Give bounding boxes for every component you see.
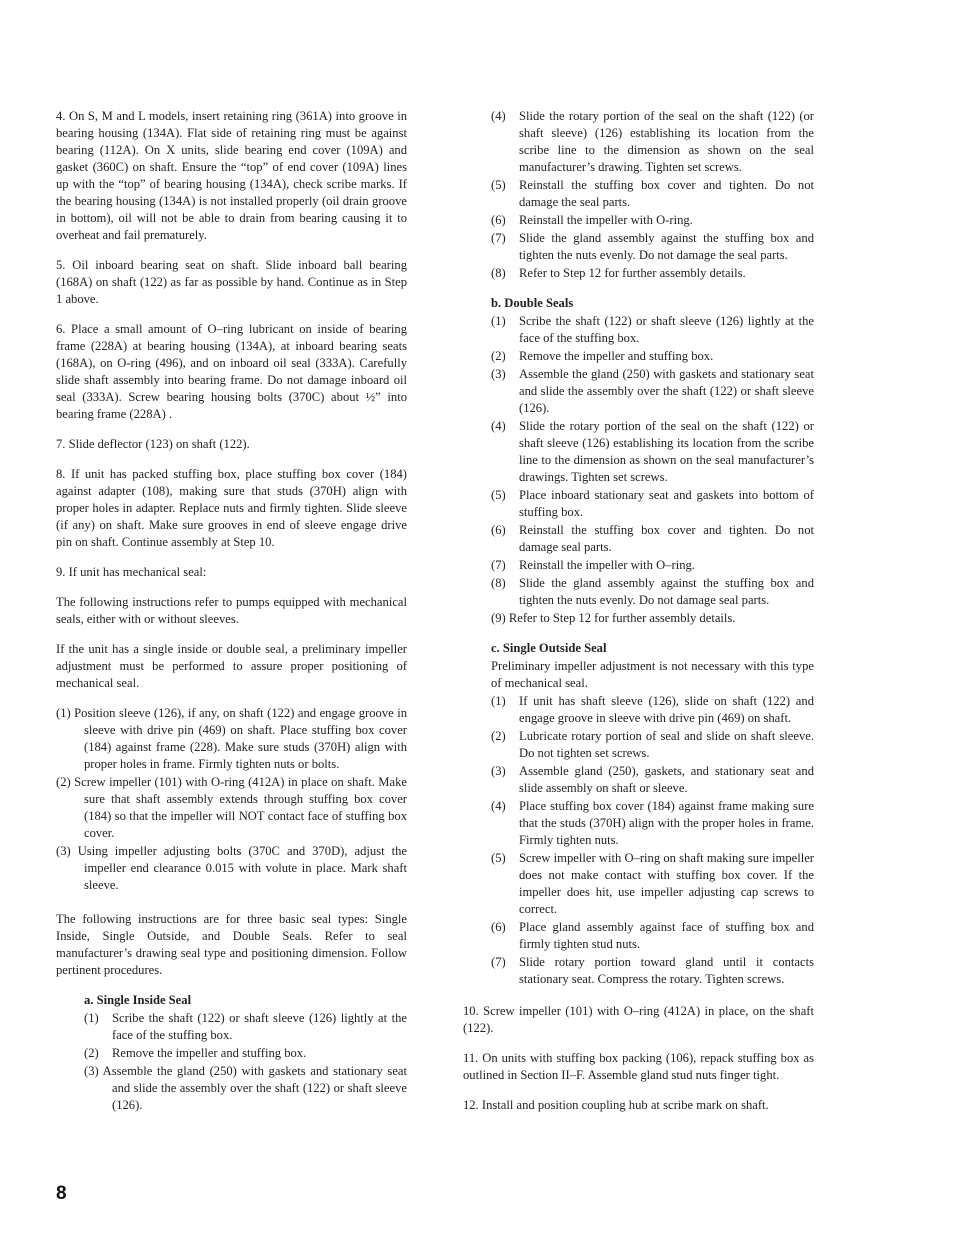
- list-item-text: Place gland assembly against face of stuffing box and firmly tighten stud nuts.: [519, 920, 814, 951]
- list-item-text: Assemble the gland (250) with gaskets and stationary seat and slide the assembly over the shaft (122) or shaft sleeve (126).: [519, 367, 814, 415]
- seal-types-paragraph: The following instructions are for three basic seal types: Single Inside, Single Outside, and Double Seals. Refer to seal manufacturer’s drawing seal type and positioning dimension. Follow pertinent procedures.: [56, 912, 407, 977]
- list-item: [491, 265, 814, 282]
- section-heading: c. Single Outside Seal: [491, 641, 607, 655]
- list-item-text: Refer to Step 12 for further assembly details.: [519, 266, 746, 280]
- double-seals-list: [491, 313, 814, 609]
- list-item-text: Assemble gland (250), gaskets, and stationary seat and slide assembly on shaft or sleeve.: [519, 764, 814, 795]
- list-item: [491, 230, 814, 264]
- prelim-steps-list: [56, 705, 407, 894]
- list-item-text: Slide the rotary portion of the seal on the shaft (122) (or shaft sleeve) (126) establishing its location from the scribe line to the dimension as shown on the seal manufacturer’s drawing. Tighten set screws.: [519, 109, 814, 174]
- list-item-number: (5): [491, 851, 506, 865]
- single-inside-seal-section: [84, 992, 407, 1114]
- list-item: (3) Using impeller adjusting bolts (370C and 370D), adjust the impeller end clearance 0.015 with volute in place. Mark shaft sleeve.: [56, 844, 407, 892]
- list-item: [491, 418, 814, 486]
- list-item-text: Reinstall the stuffing box cover and tighten. Do not damage the seal parts.: [519, 178, 814, 209]
- list-item-text: Reinstall the stuffing box cover and tighten. Do not damage seal parts.: [519, 523, 814, 554]
- left-column: [56, 108, 407, 1115]
- list-item-number: (8): [491, 266, 506, 280]
- right-column: [463, 108, 814, 1127]
- list-item: [491, 850, 814, 918]
- list-item: [491, 919, 814, 953]
- list-item-text: Slide the rotary portion of the seal on the shaft (122) or shaft sleeve (126) establishing its location from the scribe line to the dimension as shown on the seal manufacturer’s drawings. Tighten set screws.: [519, 419, 814, 484]
- single-inside-seal-continued: [491, 108, 814, 282]
- list-item: [491, 177, 814, 211]
- list-item: (3) Assemble the gland (250) with gaskets and stationary seat and slide the assembly over the shaft (122) or shaft sleeve (126).: [84, 1064, 407, 1112]
- list-item-text: Slide the gland assembly against the stuffing box and tighten the nuts evenly. Do not damage the seal parts.: [519, 231, 814, 262]
- list-item-number: (7): [491, 558, 506, 572]
- list-item: [491, 313, 814, 347]
- list-item-number: (6): [491, 523, 506, 537]
- list-item-number: (3): [491, 764, 506, 778]
- list-item-number: (7): [491, 231, 506, 245]
- single-inside-seal-list: [491, 108, 814, 282]
- list-item-text: Remove the impeller and stuffing box.: [519, 349, 714, 363]
- list-item: [491, 728, 814, 762]
- list-item: [491, 954, 814, 988]
- list-item: [491, 366, 814, 417]
- list-item-number: (8): [491, 576, 506, 590]
- list-item: [491, 212, 814, 229]
- section-heading: b. Double Seals: [491, 296, 574, 310]
- step-10-paragraph: 10. Screw impeller (101) with O–ring (412A) in place, on the shaft (122).: [463, 1004, 814, 1035]
- step-5-paragraph: 5. Oil inboard bearing seat on shaft. Slide inboard ball bearing (168A) on shaft (122) as far as possible by hand. Continue as in Step 1 above.: [56, 258, 407, 306]
- step-8-paragraph: 8. If unit has packed stuffing box, place stuffing box cover (184) against adapter (108), making sure that studs (370H) align with proper holes in adapter. Replace nuts and firmly tighten. Slide sleeve (if any) on shaft. Make sure grooves in end of sleeve engage drive pin on shaft. Continue assembly at Step 10.: [56, 467, 407, 549]
- single-outside-seal-block: [491, 640, 814, 988]
- list-item-number: (5): [491, 178, 506, 192]
- list-item-text: Scribe the shaft (122) or shaft sleeve (126) lightly at the face of the stuffing box.: [519, 314, 814, 345]
- mech-seal-intro: The following instructions refer to pumps equipped with mechanical seals, either with or without sleeves.: [56, 595, 407, 626]
- step-4-paragraph: 4. On S, M and L models, insert retaining ring (361A) into groove in bearing housing (134A). Flat side of retaining ring must be against bearing (112A). On X units, slide bearing end cover (109A) and gasket (360C) on shaft. Ensure the “top” of end cover (109A) lines up with the “top” of bearing housing (134A), check scribe marks. If the bearing housing (134A) is not installed properly (oil drain groove in bottom), oil will not be able to drain from bearing causing it to overheat and fail prematurely.: [56, 109, 407, 242]
- list-item: [491, 348, 814, 365]
- list-item: [84, 1045, 407, 1062]
- single-outside-seal-list: [491, 693, 814, 988]
- list-item-number: (4): [491, 799, 506, 813]
- list-item-text: Scribe the shaft (122) or shaft sleeve (126) lightly at the face of the stuffing box.: [112, 1011, 407, 1042]
- prelim-adjustment-note: If the unit has a single inside or double seal, a preliminary impeller adjustment must be performed to assure proper positioning of mechanical seal.: [56, 642, 407, 690]
- list-item: [84, 1010, 407, 1044]
- section-heading: a. Single Inside Seal: [84, 993, 192, 1007]
- list-item-number: (1): [491, 694, 506, 708]
- list-item-text: Screw impeller with O–ring on shaft making sure impeller does not make contact with stuffing box cover. If the impeller does hit, use impeller adjusting cap screws to correct.: [519, 851, 814, 916]
- list-item-number: (3): [491, 367, 506, 381]
- list-item-number: (6): [491, 920, 506, 934]
- list-item: [491, 522, 814, 556]
- list-item-text: Place inboard stationary seat and gaskets into bottom of stuffing box.: [519, 488, 814, 519]
- list-item: [491, 763, 814, 797]
- list-item-number: (4): [491, 419, 506, 433]
- step-12-paragraph: 12. Install and position coupling hub at scribe mark on shaft.: [463, 1098, 769, 1112]
- list-item: [491, 693, 814, 727]
- list-item-text: If unit has shaft sleeve (126), slide on shaft (122) and engage groove in sleeve with drive pin (469) on shaft.: [519, 694, 814, 725]
- list-item: [491, 575, 814, 609]
- list-item-text: Remove the impeller and stuffing box.: [112, 1046, 307, 1060]
- list-item: [491, 798, 814, 849]
- list-item-text: Lubricate rotary portion of seal and slide on shaft sleeve. Do not tighten set screws.: [519, 729, 814, 760]
- list-item: [491, 487, 814, 521]
- list-item-number: (7): [491, 955, 506, 969]
- list-item-number: (2): [491, 729, 506, 743]
- list-item: (9) Refer to Step 12 for further assembly details.: [491, 611, 736, 625]
- step-11-paragraph: 11. On units with stuffing box packing (106), repack stuffing box as outlined in Section II–F. Assemble gland stud nuts finger tight.: [463, 1051, 814, 1082]
- list-item-number: (4): [491, 109, 506, 123]
- page-number: 8: [56, 1183, 67, 1204]
- list-item: (2) Screw impeller (101) with O-ring (412A) in place on shaft. Make sure that shaft assembly extends through stuffing box cover (184) so that the impeller will NOT contact face of stuffing box cover.: [56, 775, 407, 840]
- list-item: (1) Position sleeve (126), if any, on shaft (122) and engage groove in sleeve with drive pin (469) on shaft. Place stuffing box cover (184) against frame (228). Make sure studs (370H) align with proper holes in frame. Firmly tighten nuts or bolts.: [56, 706, 407, 771]
- step-6-paragraph: 6. Place a small amount of O–ring lubricant on inside of bearing frame (228A) at bearing housing (134A), at inboard bearing seats (168A), on O-ring (496), and on inboard oil seal (333A). Carefully slide shaft assembly into bearing frame. Do not damage inboard oil seal (333A). Screw bearing housing bolts (370C) about ½” into bearing frame (228A) .: [56, 322, 407, 421]
- list-item-number: (1): [84, 1011, 99, 1025]
- list-item: [491, 557, 814, 574]
- list-item-text: Reinstall the impeller with O-ring.: [519, 213, 693, 227]
- list-item-number: (1): [491, 314, 506, 328]
- list-item-text: Place stuffing box cover (184) against frame making sure that the studs (370H) align with the proper holes in frame. Firmly tighten nuts.: [519, 799, 814, 847]
- list-item-text: Slide rotary portion toward gland until it contacts stationary seat. Compress the rotary. Tighten screws.: [519, 955, 814, 986]
- list-item-number: (2): [84, 1046, 99, 1060]
- list-item-number: (5): [491, 488, 506, 502]
- list-item: [491, 108, 814, 176]
- double-seals-block: [491, 295, 814, 627]
- list-item-text: Reinstall the impeller with O–ring.: [519, 558, 695, 572]
- list-item-number: (6): [491, 213, 506, 227]
- list-item-number: (2): [491, 349, 506, 363]
- step-7-paragraph: 7. Slide deflector (123) on shaft (122).: [56, 437, 250, 451]
- list-item-text: Slide the gland assembly against the stuffing box and tighten the nuts evenly. Do not damage seal parts.: [519, 576, 814, 607]
- step-9-paragraph: 9. If unit has mechanical seal:: [56, 565, 207, 579]
- single-inside-seal-list: [84, 1010, 407, 1062]
- section-intro: Preliminary impeller adjustment is not necessary with this type of mechanical seal.: [491, 659, 814, 690]
